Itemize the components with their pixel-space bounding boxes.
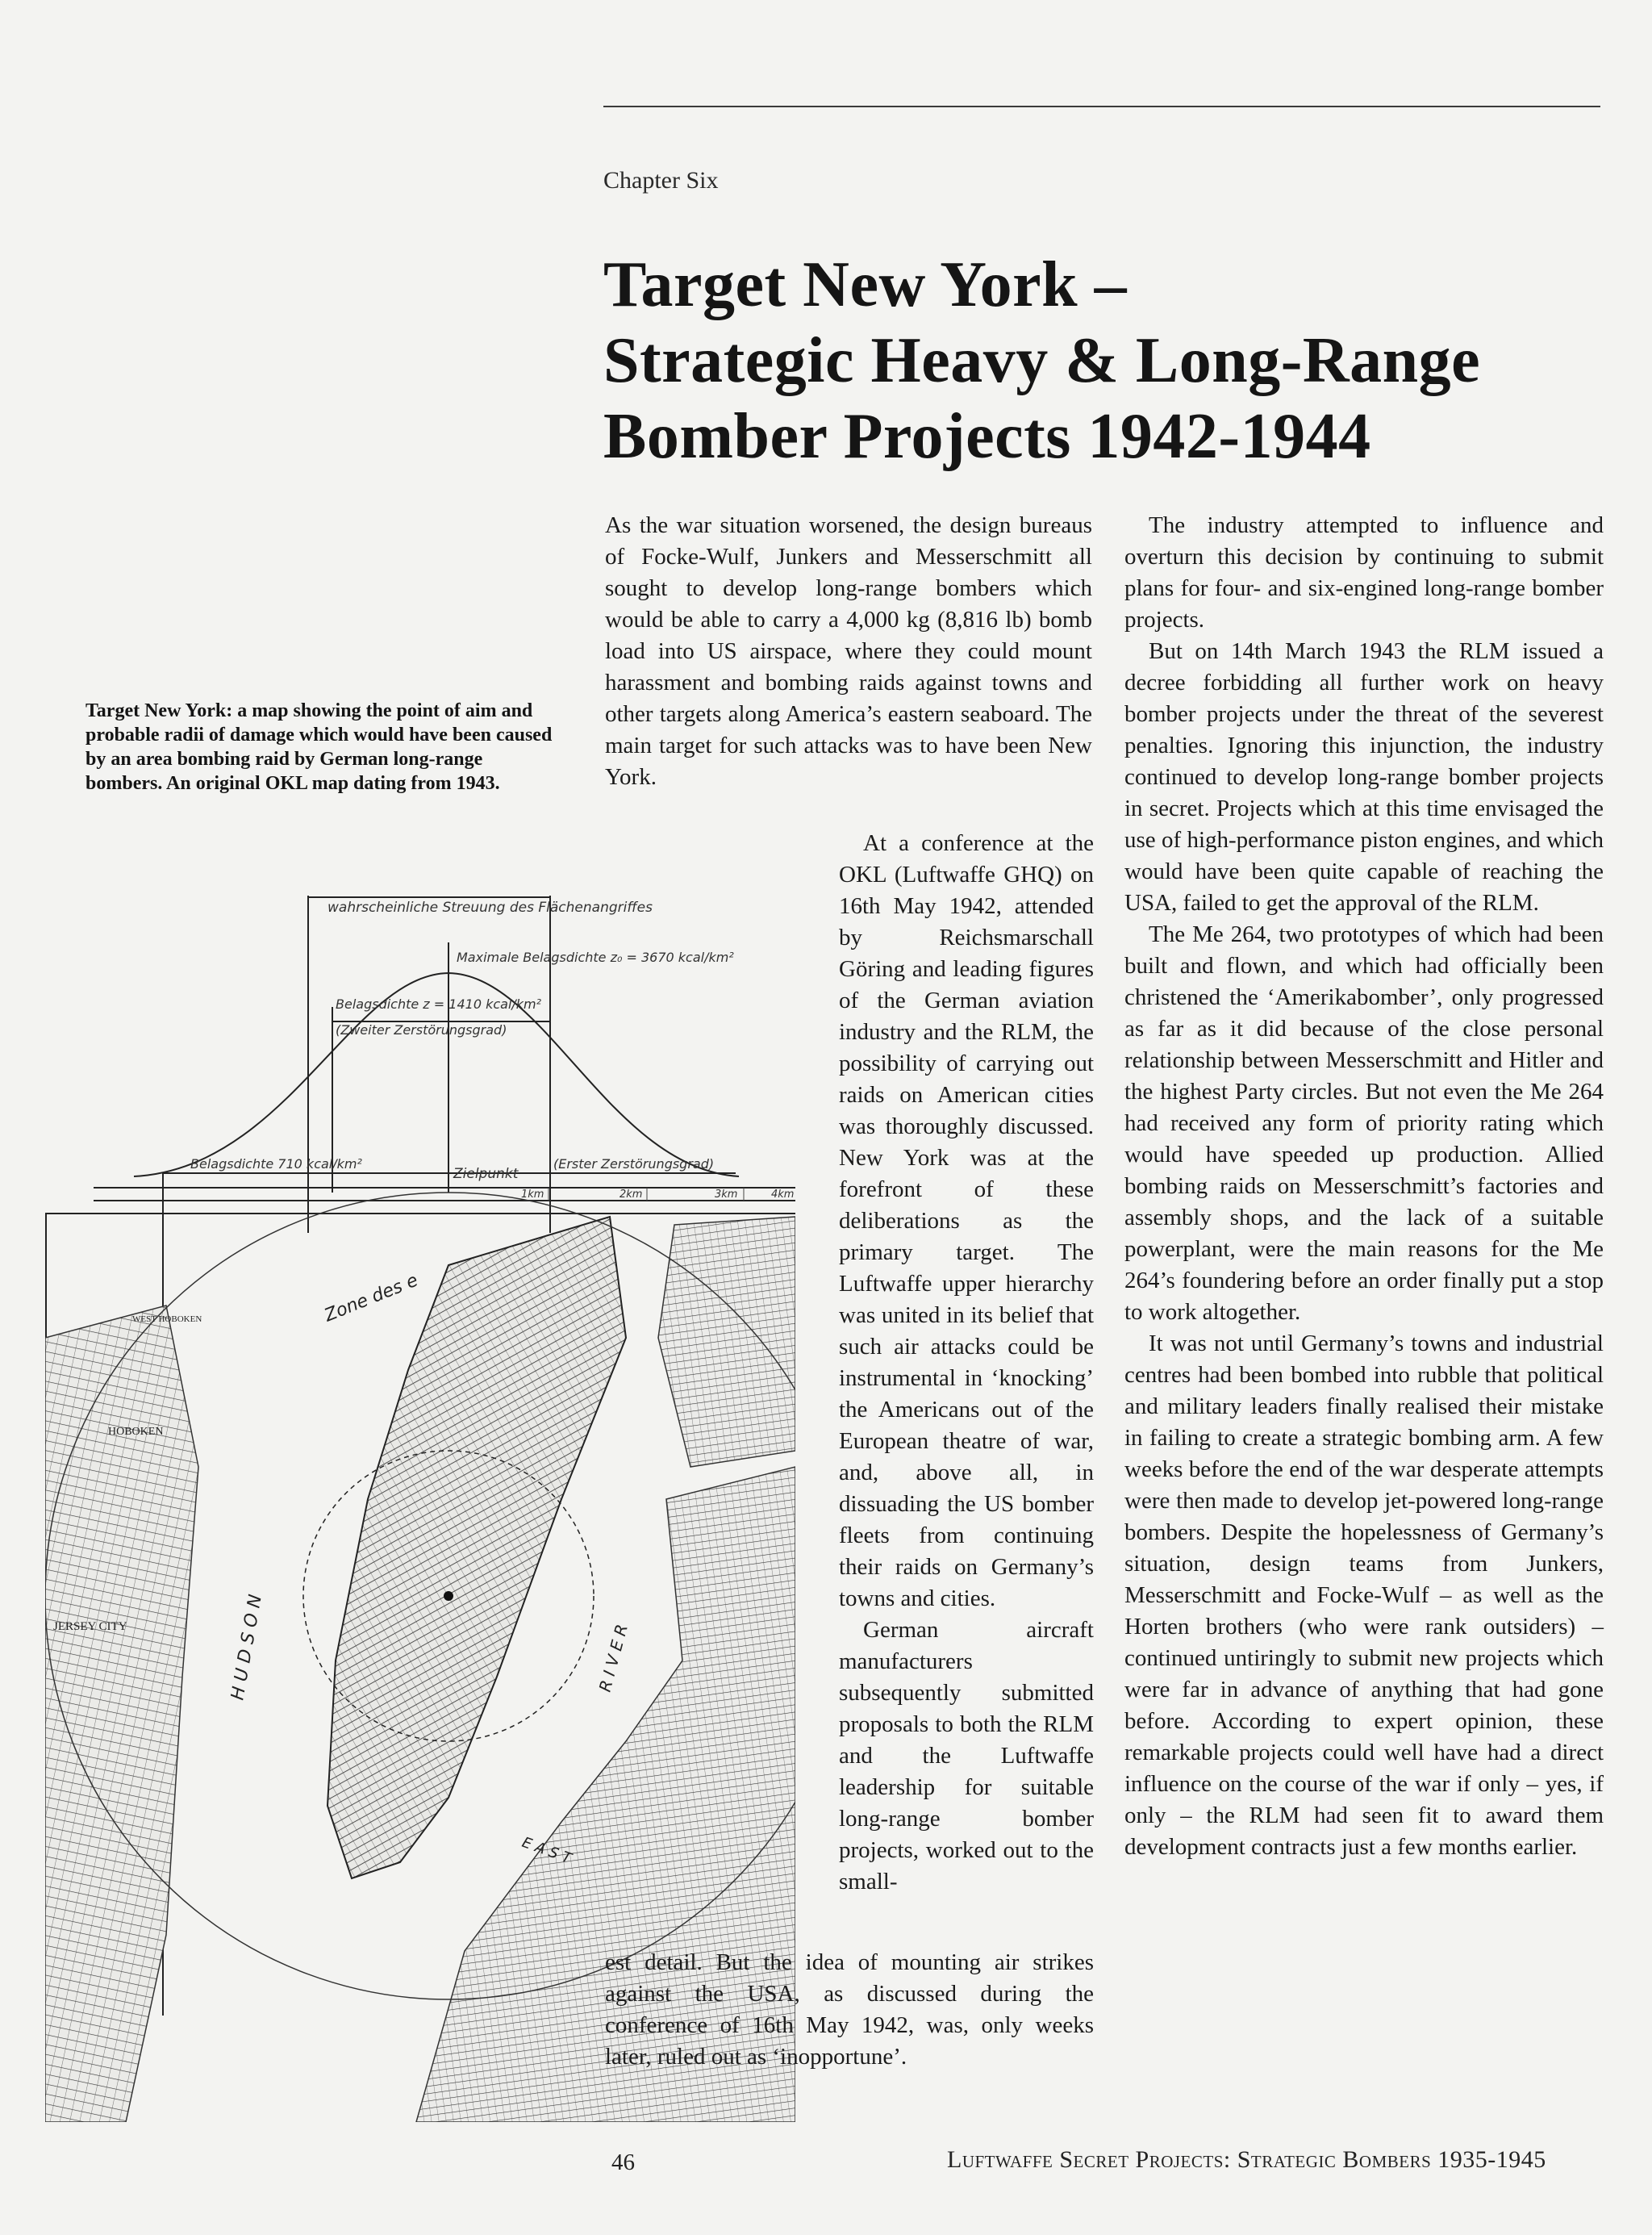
paragraph: The Me 264, two prototypes of which had been built and flown, and which had officially been christened the ‘Amerikabomber’, only progressed as far as it did because of the close personal relationship between Messerschmitt and Hitler and the highest Party circles. But not even the Me 264 had received any form of priority rating which would have speeded up production. Allied bombing raids on Messerschmitt’s factories and assembly shops, and the lack of a suitable powerplant, were the main reasons for the Me 264’s foundering before an order finally put a stop to work altogether. bbox=[1124, 921, 1604, 1325]
map-label-spread: wahrscheinliche Streuung des Flächenangriffes bbox=[327, 900, 653, 916]
map-label-edge-density: Belagsdichte 710 kcal/km² bbox=[190, 1156, 362, 1172]
map-caption: Target New York: a map showing the point of aim and probable radii of damage which would have been caused by an area bombing raid by German long-range bombers. An original OKL map dating from 1943. bbox=[86, 700, 553, 794]
body-column-1-narrow bbox=[839, 828, 1094, 1898]
map-label-west-hoboken: WEST HOBOKEN bbox=[132, 1314, 202, 1324]
map-label-aim-point: Zielpunkt bbox=[453, 1166, 519, 1182]
map-label-zone: Zone des e bbox=[321, 1270, 421, 1326]
running-head: Luftwaffe Secret Projects: Strategic Bombers 1935-1945 bbox=[947, 2146, 1546, 2173]
map-label-second-degree: (Zweiter Zerstörungsgrad) bbox=[336, 1022, 507, 1038]
paragraph: German aircraft manufacturers subsequently submitted proposals to both the RLM and the Luftwaffe leadership for suitable long-range bomber projects, worked out to the small- bbox=[839, 1617, 1094, 1895]
scale-1km: 1km bbox=[521, 1189, 544, 1201]
title-line-1: Target New York – bbox=[603, 249, 1128, 320]
chapter-label: Chapter Six bbox=[603, 167, 719, 194]
aim-point-marker bbox=[444, 1591, 453, 1601]
title-line-2: Strategic Heavy & Long-Range bbox=[603, 325, 1481, 396]
page-number: 46 bbox=[611, 2149, 635, 2175]
map-label-jersey-city: JERSEY CITY bbox=[53, 1620, 127, 1633]
header-rule bbox=[603, 106, 1600, 107]
paragraph: est detail. But the idea of mounting air strikes against the USA, as discussed during the conference of 16th May 1942, was, only weeks later, ruled out as ‘inopportune’. bbox=[605, 1949, 1094, 2070]
queens-area bbox=[658, 1217, 795, 1467]
chapter-title bbox=[603, 247, 1604, 474]
map-label-river: R I V E R bbox=[594, 1622, 632, 1694]
map-label-hoboken: HOBOKEN bbox=[108, 1426, 164, 1438]
map-label-density-1410: Belagsdichte z = 1410 kcal/km² bbox=[336, 996, 542, 1012]
paragraph: It was not until Germany’s towns and industrial centres had been bombed into rubble that political and military leaders finally realised their mistake in failing to create a strategic bombing arm. A few weeks before the end of the war desperate attempts were then made to develop jet-powered long-range bombers. Despite the hopelessness of Germany’s situation, design teams from Junkers, Messerschmitt and Focke-Wulf – as well as the Horten brothers (who were rank outsiders) – continued untiringly to submit new projects which were far in advance of anything that had gone before. According to expert opinion, these remarkable projects could well have had a direct influence on the course of the war if only – yes, if only – the RLM had seen fit to award them development contracts just a few months earlier. bbox=[1124, 1331, 1604, 1860]
map-figure bbox=[45, 886, 795, 2122]
map-label-east: E A S T bbox=[519, 1833, 574, 1868]
paragraph: At a conference at the OKL (Luftwaffe GHQ) on 16th May 1942, attended by Reichsmarschall Göring and leading figures of the German aviation industry and the RLM, the possibility of carrying out raids on American cities was thoroughly discussed. New York was at the forefront of these deliberations as the primary target. The Luftwaffe upper hierarchy was united in its belief that such air attacks could be instrumental in ‘knocking’ the Americans out of the European theatre of war, and, above all, in dissuading the US bomber fleets from continuing their raids on Germany’s towns and cities. bbox=[839, 830, 1094, 1611]
paragraph: But on 14th March 1943 the RLM issued a decree forbidding all further work on heavy bomber projects under the threat of the severest penalties. Ignoring this injunction, the industry continued to develop long-range bomber projects in secret. Projects which at this time envisaged the use of high-performance piston engines, and which would have been quite capable of reaching the USA, failed to get the approval of the RLM. bbox=[1124, 638, 1604, 916]
new-york-target-map bbox=[45, 886, 795, 2122]
paragraph: As the war situation worsened, the design bureaus of Focke-Wulf, Junkers and Messerschmitt all sought to develop long-range bombers which would be able to carry a 4,000 kg (8,816 lb) bomb load into US airspace, where they could mount harassment and bombing raids against towns and other targets along America’s eastern seaboard. The main target for such attacks was to have been New York. bbox=[605, 512, 1092, 790]
scale-4km: 4km bbox=[771, 1189, 795, 1201]
map-label-hudson: H U D S O N bbox=[227, 1593, 266, 1702]
body-column-1-top bbox=[605, 510, 1092, 793]
scale-3km: 3km bbox=[715, 1189, 738, 1201]
title-line-3: Bomber Projects 1942-1944 bbox=[603, 401, 1371, 472]
paragraph: The industry attempted to influence and overturn this decision by continuing to submit plans for four- and six-engined long-range bomber projects. bbox=[1124, 512, 1604, 633]
map-label-max-density: Maximale Belagsdichte z₀ = 3670 kcal/km² bbox=[457, 950, 734, 965]
body-column-1-bottom bbox=[605, 1947, 1094, 2073]
map-label-first-degree: (Erster Zerstörungsgrad) bbox=[553, 1156, 715, 1172]
scale-2km: 2km bbox=[620, 1189, 643, 1201]
manhattan-island bbox=[327, 1217, 626, 1878]
body-column-2 bbox=[1124, 510, 1604, 1863]
